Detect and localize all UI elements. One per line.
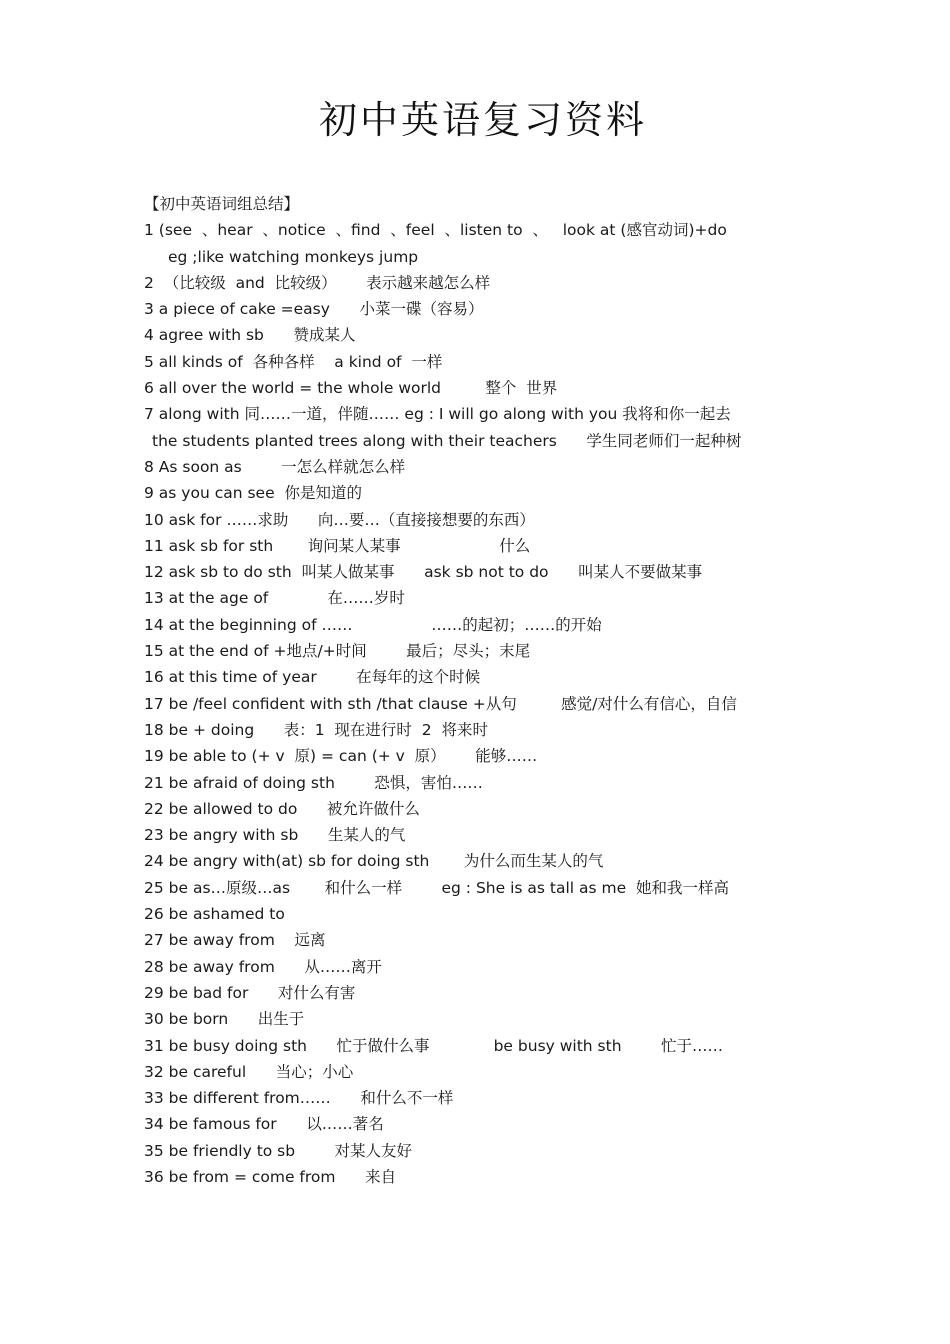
phrase-line: 22 be allowed to do 被允许做什么 (144, 799, 420, 818)
phrase-line: 1 (see 、hear 、notice 、find 、feel 、listen to 、 look at (感官动词)+do (144, 221, 727, 240)
phrase-line: 8 As soon as 一怎么样就怎么样 (144, 457, 406, 476)
phrase-line: 14 at the beginning of …… ……的起初；……的开始 (144, 615, 602, 634)
phrase-line: 26 be ashamed to (144, 905, 285, 924)
phrase-line: 34 be famous for 以……著名 (144, 1115, 384, 1134)
phrase-line: 2 （比较级 and 比较级） 表示越来越怎么样 (144, 273, 491, 292)
phrase-line-continuation: eg ;like watching monkeys jump (168, 247, 419, 266)
phrase-line: 12 ask sb to do sth 叫某人做某事 ask sb not to do 叫某人不要做某事 (144, 563, 703, 582)
phrase-line: 6 all over the world = the whole world 整个 世界 (144, 379, 558, 398)
document-title: 初中英语复习资料 (318, 98, 647, 142)
phrase-line: 4 agree with sb 赞成某人 (144, 326, 356, 345)
section-heading: 【初中英语词组总结】 (144, 195, 300, 213)
phrase-line: 27 be away from 远离 (144, 931, 326, 950)
phrase-line: 24 be angry with(at) sb for doing sth 为什么而生某人的气 (144, 852, 604, 871)
phrase-line: 18 be + doing 表：1 现在进行时 2 将来时 (144, 720, 489, 739)
phrase-line: 17 be /feel confident with sth /that clause +从句 感觉/对什么有信心，自信 (144, 694, 737, 713)
phrase-line: 28 be away from 从……离开 (144, 957, 382, 976)
phrase-line: 7 along with 同……一道，伴随…… eg : I will go along with you 我将和你一起去 (144, 405, 731, 424)
phrase-line: 19 be able to (+ v 原) = can (+ v 原） 能够…… (144, 747, 538, 766)
phrase-line: 23 be angry with sb 生某人的气 (144, 826, 406, 845)
phrase-line: 13 at the age of 在……岁时 (144, 589, 405, 608)
phrase-line: 25 be as…原级…as 和什么一样 eg : She is as tall as me 她和我一样高 (144, 878, 729, 897)
phrase-line: 5 all kinds of 各种各样 a kind of 一样 (144, 352, 443, 371)
phrase-line: 30 be born 出生于 (144, 1010, 305, 1029)
phrase-line: 31 be busy doing sth 忙于做什么事 be busy with sth 忙于…… (144, 1036, 723, 1055)
phrase-line: 9 as you can see 你是知道的 (144, 484, 362, 503)
phrase-line-continuation: the students planted trees along with their teachers 学生同老师们一起种树 (152, 431, 742, 450)
phrase-list (144, 191, 924, 1190)
phrase-line: 21 be afraid of doing sth 恐惧，害怕…… (144, 773, 483, 792)
phrase-line: 29 be bad for 对什么有害 (144, 983, 356, 1002)
phrase-line: 16 at this time of year 在每年的这个时候 (144, 668, 481, 687)
phrase-line: 32 be careful 当心；小心 (144, 1062, 354, 1081)
phrase-line: 36 be from = come from 来自 (144, 1167, 397, 1186)
phrase-line: 10 ask for ……求助 向…要…（直接接想要的东西） (144, 510, 535, 529)
phrase-line: 35 be friendly to sb 对某人友好 (144, 1141, 413, 1160)
phrase-line: 11 ask sb for sth 询问某人某事 什么 (144, 536, 531, 555)
phrase-line: 3 a piece of cake =easy 小菜一碟（容易） (144, 300, 484, 319)
phrase-line: 33 be different from…… 和什么不一样 (144, 1089, 454, 1108)
phrase-line: 15 at the end of +地点/+时间 最后；尽头；末尾 (144, 642, 531, 661)
